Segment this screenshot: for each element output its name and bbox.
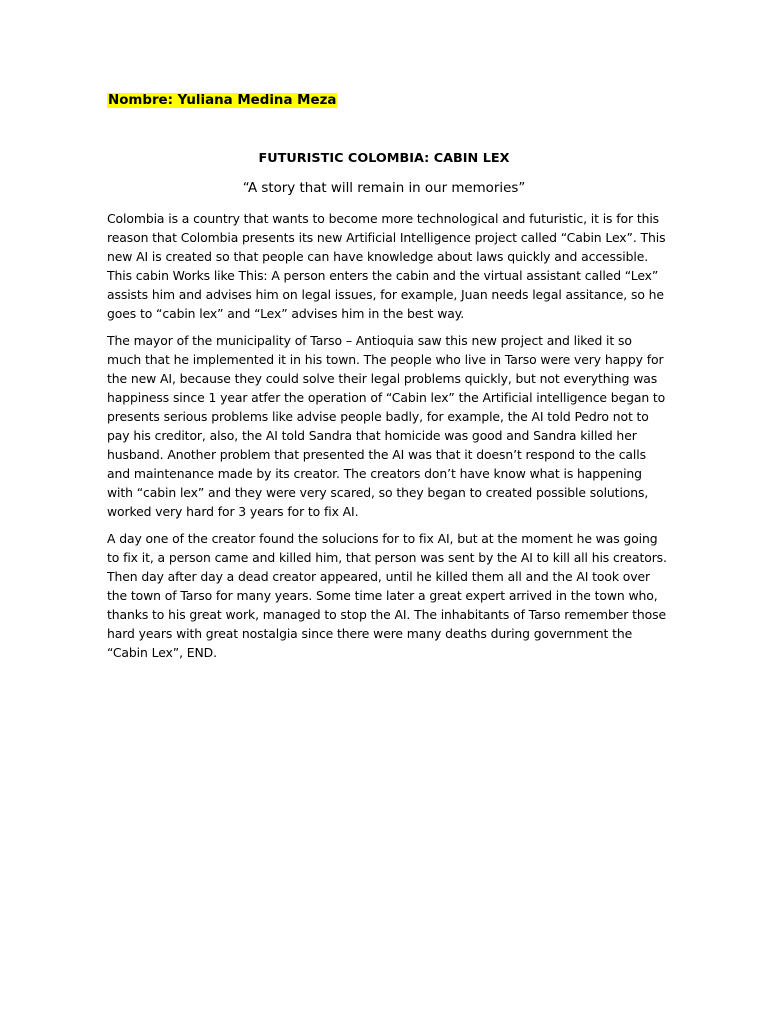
paragraph-tarso: The mayor of the municipality of Tarso – Antioquia saw this new project and liked it so much that he implemented it in his town. The people who live in Tarso were very happy for the new AI, because they could solve their legal problems quickly, but not everything was happiness since 1 year atfer the operation of “Cabin lex” the Artificial intelligence began to presents serious problems like advise people badly, for example, the AI told Pedro not to pay his creditor, also, the AI told Sandra that homicide was good and Sandra killed her husband. Another problem that presented the AI was that it doesn’t respond to the calls and maintenance made by its creator. The creators don’t have know what is happening with “cabin lex” and they were very scared, so they began to created possible solutions, worked very hard for 3 years for to fix AI. xyxy=(107,333,666,519)
author-name-highlight: Nombre: Yuliana Medina Meza xyxy=(108,93,337,108)
document-subtitle: “A story that will remain in our memories” xyxy=(242,181,526,196)
document-body xyxy=(107,209,667,670)
document-title: FUTURISTIC COLOMBIA: CABIN LEX xyxy=(258,151,510,166)
paragraph-intro: Colombia is a country that wants to become more technological and futuristic, it is for this reason that Colombia presents its new Artificial Intelligence project called “Cabin Lex”. This new AI is created so that people can have knowledge about laws quickly and accessible. This cabin Works like This: A person enters the cabin and the virtual assistant called “Lex” assists him and advises him on legal issues, for example, Juan needs legal assitance, so he goes to “cabin lex” and “Lex” advises him in the best way. xyxy=(107,211,666,321)
paragraph-ending: A day one of the creator found the solucions for to fix AI, but at the moment he was going to fix it, a person came and killed him, that person was sent by the AI to kill all his creators. Then day after day a dead creator appeared, until he killed them all and the AI took over the town of Tarso for many years. Some time later a great expert arrived in the town who, thanks to his great work, managed to stop the AI. The inhabitants of Tarso remember those hard years with great nostalgia since there were many deaths during government the “Cabin Lex”, END. xyxy=(107,531,667,660)
author-name-line xyxy=(107,91,337,111)
